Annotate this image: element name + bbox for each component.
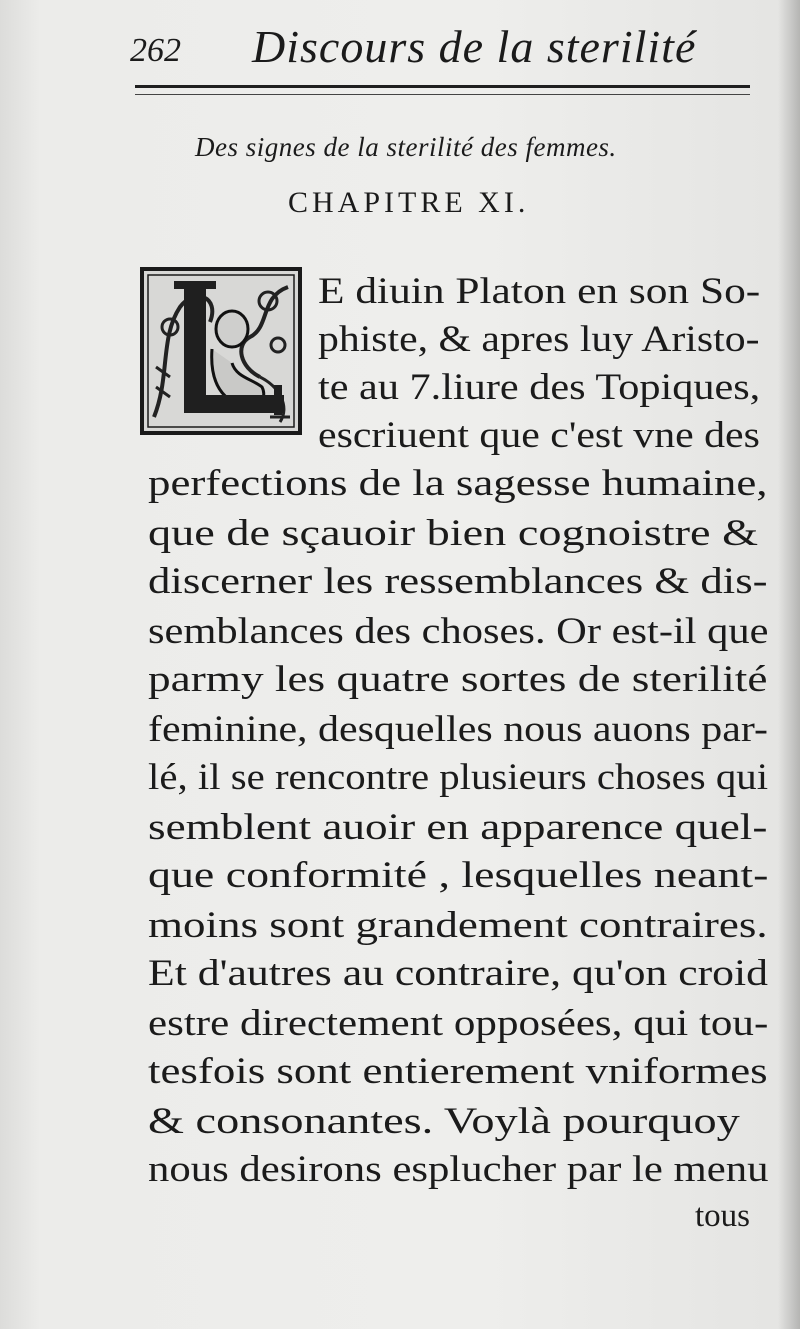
text-line: feminine, desquelles nous auons par- bbox=[148, 709, 768, 750]
ornament-initial-icon bbox=[140, 267, 302, 435]
decorated-initial bbox=[140, 267, 302, 435]
text-line: tesfois sont entierement vniformes bbox=[148, 1051, 768, 1092]
header-rule bbox=[135, 85, 750, 95]
text-line: semblances des choses. Or est-il que bbox=[148, 611, 769, 652]
text-line: & consonantes. Voylà pourquoy bbox=[148, 1101, 740, 1142]
text-line: discerner les ressemblances & dis- bbox=[148, 561, 768, 602]
text-line: moins sont grandement contraires. bbox=[148, 905, 768, 946]
text-line: estre directement opposées, qui tou- bbox=[148, 1003, 769, 1044]
text-line: que de sçauoir bien cognoistre & bbox=[148, 513, 759, 554]
page-number: 262 bbox=[130, 32, 181, 69]
running-head bbox=[130, 18, 770, 78]
text-line: lé, il se rencontre plusieurs choses qui bbox=[148, 757, 769, 798]
section-title: Des signes de la sterilité des femmes. bbox=[195, 132, 617, 162]
text-line: Et d'autres au contraire, qu'on croid bbox=[148, 953, 768, 994]
chapter-heading: CHAPITRE XI. bbox=[288, 186, 530, 219]
page-edge-shadow bbox=[778, 0, 800, 1329]
text-line: E diuin Platon en son So- bbox=[318, 271, 761, 312]
catchword: tous bbox=[695, 1198, 751, 1234]
text-line: escriuent que c'est vne des bbox=[318, 415, 760, 456]
text-line: que conformité , lesquelles neant- bbox=[148, 855, 769, 896]
text-line: phiste, & apres luy Aristo- bbox=[318, 319, 760, 360]
text-line: parmy les quatre sortes de sterilité bbox=[148, 659, 768, 700]
text-line: perfections de la sagesse humaine, bbox=[148, 463, 768, 504]
text-line: semblent auoir en apparence quel- bbox=[148, 807, 768, 848]
text-line: te au 7.liure des Topiques, bbox=[318, 367, 761, 408]
text-line: nous desirons esplucher par le menu bbox=[148, 1149, 769, 1190]
running-title: Discours de la sterilité bbox=[252, 21, 697, 72]
